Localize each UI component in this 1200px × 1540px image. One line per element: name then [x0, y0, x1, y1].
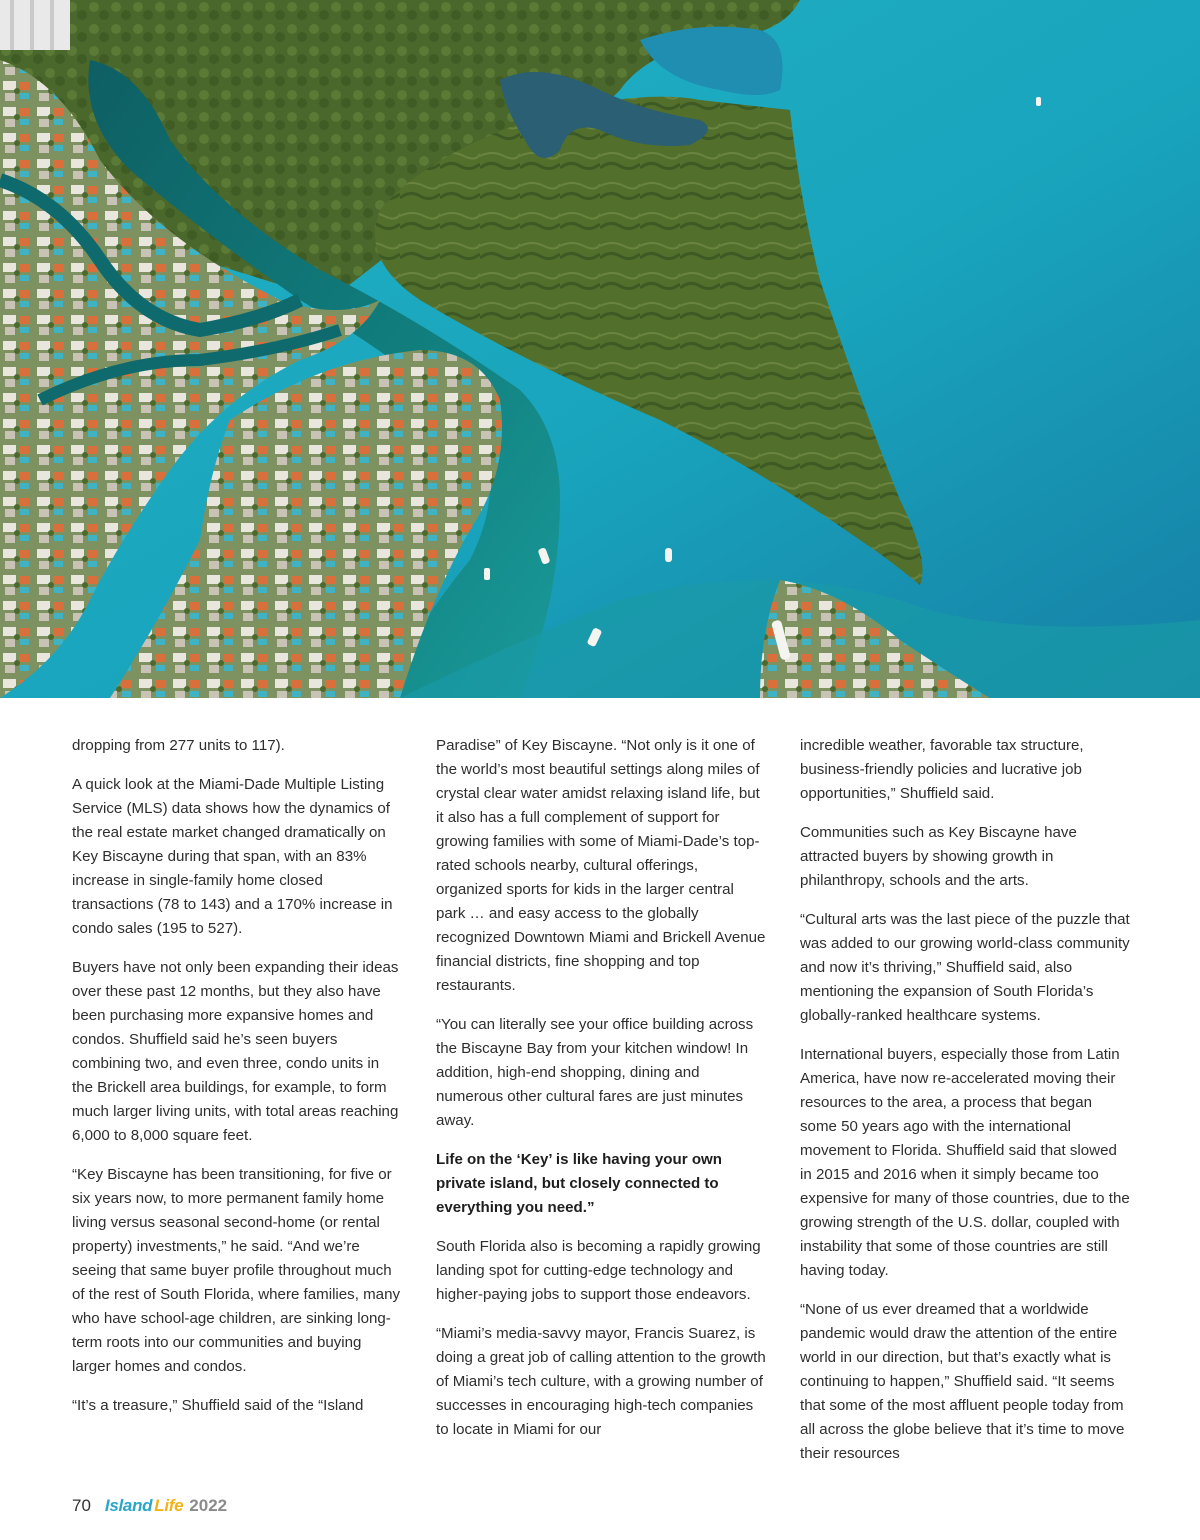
paragraph: “It’s a treasure,” Shuffield said of the “Island — [72, 1397, 364, 1414]
paragraph: incredible weather, favorable tax structure, business-friendly policies and lucrative job opportunities,” Shuffield said. — [800, 737, 1084, 802]
paragraph: A quick look at the Miami-Dade Multiple Listing Service (MLS) data shows how the dynamics of the real estate market changed dramatically on Key Biscayne during that span, with an 83% increase in single-family home closed transactions (78 to 143) and a 170% increase in condo sales (195 to 527). — [72, 776, 393, 937]
pull-quote: Life on the ‘Key’ is like having your own private island, but closely connected to everything you need.” — [436, 1151, 722, 1216]
article-column-3 — [800, 734, 1130, 1481]
paragraph: “Key Biscayne has been transitioning, for five or six years now, to more permanent family home living versus seasonal second-home (or rental property) investments,” he said. “And we’re seeing that same buyer profile throughout much of the rest of South Florida, where families, many who have school-age children, are sinking long-term roots into our communities and buying larger homes and condos. — [72, 1166, 401, 1375]
paragraph: Paradise” of Key Biscayne. “Not only is it one of the world’s most beautiful settings along miles of crystal clear water amidst relaxing island life, but it also has a full complement of support for growing families with some of Miami-Dade’s top-rated schools nearby, cultural offerings, organized sports for kids in the larger central park … and easy access to the globally recognized Downtown Miami and Brickell Avenue financial districts, fine shopping and top restaurants. — [436, 737, 766, 994]
paragraph: Communities such as Key Biscayne have attracted buyers by showing growth in philanthropy, schools and the arts. — [800, 824, 1077, 889]
paragraph: South Florida also is becoming a rapidly growing landing spot for cutting-edge technology and higher-paying jobs to support those endeavors. — [436, 1238, 761, 1303]
article-column-2 — [436, 734, 766, 1457]
magazine-logo-life: Life — [154, 1496, 184, 1515]
paragraph: dropping from 277 units to 117). — [72, 737, 285, 754]
magazine-logo-island: Island — [104, 1496, 153, 1515]
paragraph: Buyers have not only been expanding their ideas over these past 12 months, but they also have been purchasing more expansive homes and condos. Shuffield said he’s seen buyers combining two, and even three, condo units in the Brickell area buildings, for example, to form much larger living units, with total areas reaching 6,000 to 8,000 square feet. — [72, 959, 399, 1144]
paragraph: “None of us ever dreamed that a worldwide pandemic would draw the attention of the entire world in our direction, but that’s exactly what is continuing to happen,” Shuffield said. “It seems that some of the most affluent people today from all across the globe believe that it’s time to move their resources — [800, 1301, 1125, 1462]
paragraph: “You can literally see your office building across the Biscayne Bay from your kitchen window! In addition, high-end shopping, dining and numerous other cultural fares are just minutes away. — [436, 1016, 754, 1129]
paragraph: “Cultural arts was the last piece of the puzzle that was added to our growing world-class community and now it’s thriving,” Shuffield said, also mentioning the expansion of South Florida’s globally-ranked healthcare systems. — [800, 911, 1130, 1024]
paragraph: International buyers, especially those from Latin America, have now re-accelerated moving their resources to the area, a process that began some 50 years ago with the international movement to Florida. Shuffield said that slowed in 2015 and 2016 when it simply became too expensive for many of those countries, due to the growing strength of the U.S. dollar, coupled with instability that some of those countries are still having today. — [800, 1046, 1130, 1279]
paragraph: “Miami’s media-savvy mayor, Francis Suarez, is doing a great job of calling attention to the growth of Miami’s tech culture, with a growing number of successes in encouraging high-tech companies to locate in Miami for our — [436, 1325, 766, 1438]
issue-year: 2022 — [189, 1496, 228, 1515]
aerial-photo-illustration — [0, 0, 1200, 698]
page-number: 70 — [72, 1496, 91, 1515]
article-column-1 — [72, 734, 402, 1433]
page-folio — [72, 1496, 227, 1520]
aerial-photo — [0, 0, 1200, 698]
